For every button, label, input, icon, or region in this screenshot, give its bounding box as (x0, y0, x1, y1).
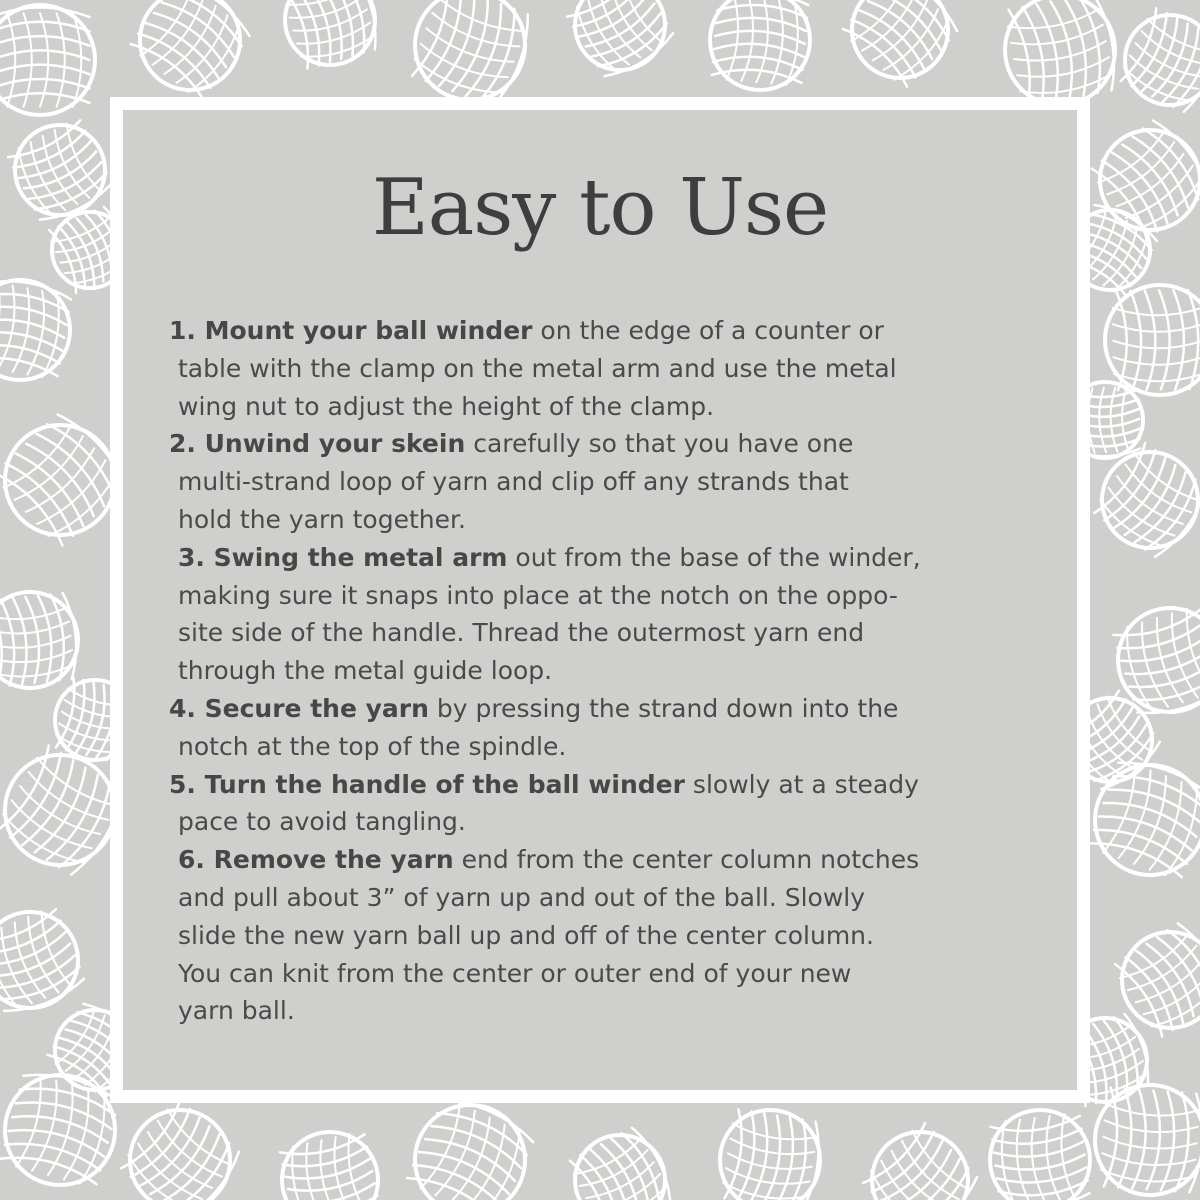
step-3-text: out from the base of the winder, making sure it snaps into place at the notch on the oppo- site side of the handle. Thread the outermost yarn end through the metal guide loop. (178, 542, 921, 686)
step-4 (169, 690, 1049, 766)
yarn-ball-icon (285, 0, 382, 69)
step-3 (169, 539, 1049, 690)
yarn-ball-icon (567, 0, 677, 83)
yarn-ball-icon (131, 0, 255, 98)
yarn-ball-icon (1092, 115, 1200, 239)
yarn-ball-icon (280, 1132, 382, 1200)
step-5-heading: 5. Turn the handle of the ball winder (169, 769, 685, 799)
yarn-ball-icon (990, 1110, 1090, 1200)
step-1-heading: 1. Mount your ball winder (169, 316, 533, 345)
yarn-ball-icon (0, 592, 80, 688)
yarn-ball-icon (1089, 754, 1200, 878)
yarn-ball-icon (1094, 443, 1200, 562)
step-3-heading: 3. Swing the metal arm (178, 542, 508, 572)
yarn-ball-icon (1005, 0, 1121, 107)
step-4-heading: 4. Secure the yarn (169, 693, 429, 723)
yarn-ball-icon (8, 120, 116, 226)
yarn-ball-icon (843, 0, 963, 87)
step-5-text: slowly at a steady pace to avoid tangling. (178, 769, 919, 837)
yarn-ball-icon (1121, 8, 1200, 115)
yarn-ball-icon (121, 1100, 246, 1200)
page-title: Easy to Use (371, 163, 829, 253)
yarn-ball-icon (0, 909, 87, 1019)
yarn-ball-icon (710, 0, 810, 90)
yarn-ball-icon (720, 1109, 824, 1200)
yarn-ball-icon (863, 1123, 983, 1200)
step-4-text: by pressing the strand down into the notch at the top of the spindle. (178, 693, 899, 761)
yarn-ball-icon (0, 5, 95, 115)
yarn-ball-icon (407, 1091, 537, 1200)
step-2 (169, 425, 1049, 538)
step-1-text: on the edge of a counter or table with the clamp on the metal arm and use the metal wing nut to adjust the height of the clamp. (178, 316, 897, 421)
step-6-heading: 6. Remove the yarn (178, 845, 454, 875)
step-2-text: carefully so that you have one multi-strand loop of yarn and clip off any strands that hold the yarn together. (178, 429, 854, 534)
step-5 (169, 766, 1049, 842)
yarn-ball-icon (412, 0, 537, 110)
steps-list (169, 312, 1049, 1030)
yarn-ball-icon (1113, 608, 1200, 722)
yarn-ball-icon (0, 275, 73, 380)
yarn-ball-icon (570, 1124, 677, 1200)
step-6-text: end from the center column notches and pull about 3” of yarn up and out of the ball. Slowly slide the new yarn ball up and off of the center column. You can knit from the center or outer end of your new yarn ball. (178, 845, 920, 1026)
step-6 (169, 841, 1049, 1030)
step-1 (169, 312, 1049, 425)
instructions-card (110, 97, 1090, 1103)
yarn-ball-icon (1105, 285, 1200, 395)
step-2-heading: 2. Unwind your skein (169, 429, 466, 459)
